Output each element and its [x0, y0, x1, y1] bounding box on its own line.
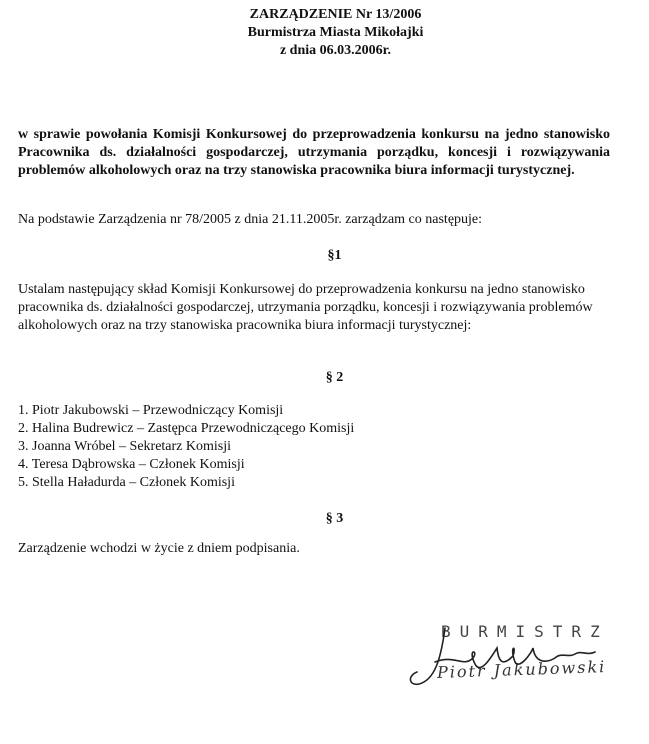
document-subject: w sprawie powołania Komisji Konkursowej do przeprowadzenia konkursu na jedno stanowisko Pracownika ds. działalności gospodarczej, utrzymania porządku, koncesji i rozwiązywania problemów alkoholowych oraz na trzy stanowiska pracownika biura informacji turystycznej.: [18, 127, 610, 178]
committee-members-list: [18, 402, 354, 492]
mayor-stamp: [405, 618, 635, 718]
section-3-text: Zarządzenie wchodzi w życie z dniem podpisania.: [18, 541, 300, 556]
section-1-text: Ustalam następujący skład Komisji Konkursowej do przeprowadzenia konkursu na jedno stanowisko pracownika ds. działalności gospodarczej, utrzymania porządku, koncesji i rozwiązywania problemów alkoholowych oraz na trzy stanowiska pracownika biura informacji turystycznej:: [18, 282, 593, 333]
list-item: 2. Halina Budrewicz – Zastępca Przewodniczącego Komisji: [18, 421, 355, 436]
section-1-heading: §1: [327, 248, 342, 263]
list-item: 1. Piotr Jakubowski – Przewodniczący Komisji: [18, 403, 284, 418]
list-item: 4. Teresa Dąbrowska – Członek Komisji: [18, 457, 245, 472]
list-item: 5. Stella Haładurda – Członek Komisji: [18, 475, 235, 490]
document-date: z dnia 06.03.2006r.: [279, 43, 392, 58]
list-item: 3. Joanna Wróbel – Sekretarz Komisji: [18, 439, 232, 454]
document-issuer: Burmistrza Miasta Mikołajki: [247, 25, 424, 40]
section-2-heading: § 2: [325, 370, 344, 385]
document-header: [0, 6, 649, 60]
stamp-title: BURMISTRZ: [441, 622, 609, 641]
document-title: ZARZĄDZENIE Nr 13/2006: [249, 7, 422, 22]
handwritten-signature: [405, 618, 635, 718]
stamp-name: Piotr Jakubowski: [436, 657, 607, 682]
section-3-heading: § 3: [325, 511, 344, 526]
legal-basis: Na podstawie Zarządzenia nr 78/2005 z dnia 21.11.2005r. zarządzam co następuje:: [18, 212, 483, 227]
